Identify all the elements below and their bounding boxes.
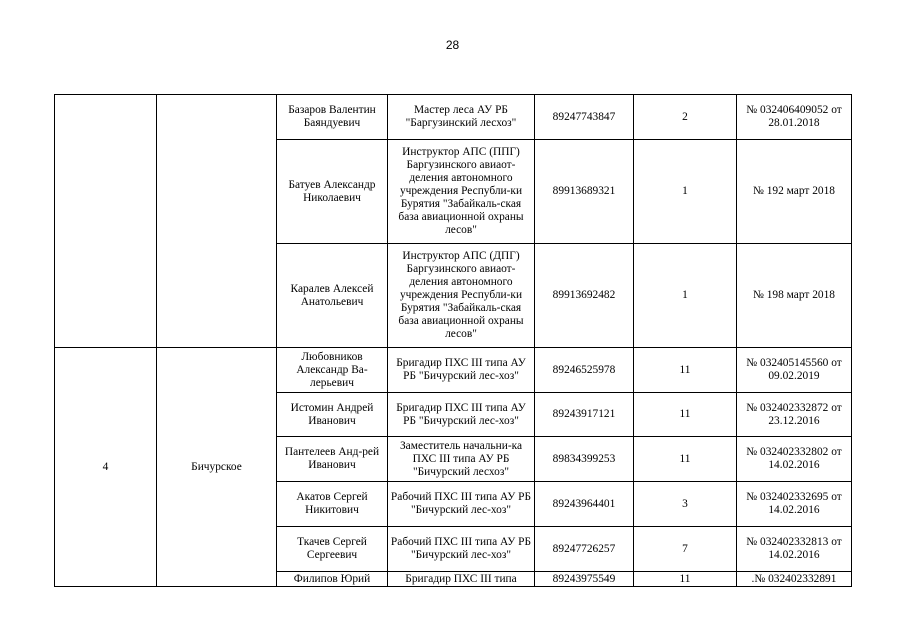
position-cell: Рабочий ПХС III типа АУ РБ "Бичурский лес-хоз" (388, 482, 535, 527)
document-cell: № 032406409052 от 28.01.2018 (737, 95, 852, 140)
phone-cell: 89243964401 (535, 482, 634, 527)
count-cell: 1 (634, 140, 737, 244)
phone-cell: 89246525978 (535, 348, 634, 393)
fio-cell: Ткачев Сергей Сергеевич (277, 527, 388, 572)
fio-cell: Любовников Александр Ва-лерьевич (277, 348, 388, 393)
fio-cell: Пантелеев Анд-рей Иванович (277, 437, 388, 482)
table-row (55, 348, 852, 393)
count-cell: 11 (634, 572, 737, 587)
document-cell: № 198 март 2018 (737, 244, 852, 348)
count-cell: 11 (634, 348, 737, 393)
document-cell: № 032405145560 от 09.02.2019 (737, 348, 852, 393)
document-cell: № 192 март 2018 (737, 140, 852, 244)
phone-cell: 89247726257 (535, 527, 634, 572)
position-cell: Инструктор АПС (ДПГ) Баргузинского авиаот-деления автономного учреждения Республи-ки Бурятия "Забайкаль-ская база авиационной охраны лесов" (388, 244, 535, 348)
document-cell: № 032402332802 от 14.02.2016 (737, 437, 852, 482)
group-name-cell: Бичурское (157, 348, 277, 587)
fio-cell: Истомин Андрей Иванович (277, 393, 388, 437)
table-row (55, 95, 852, 140)
document-cell: № 032402332813 от 14.02.2016 (737, 527, 852, 572)
count-cell: 11 (634, 393, 737, 437)
count-cell: 7 (634, 527, 737, 572)
position-cell: Заместитель начальни-ка ПХС III типа АУ РБ "Бичурский лесхоз" (388, 437, 535, 482)
position-cell: Инструктор АПС (ППГ) Баргузинского авиаот-деления автономного учреждения Республи-ки Бурятия "Забайкаль-ская база авиационной охраны лесов" (388, 140, 535, 244)
phone-cell: 89834399253 (535, 437, 634, 482)
position-cell: Бригадир ПХС III типа АУ РБ "Бичурский лес-хоз" (388, 393, 535, 437)
count-cell: 11 (634, 437, 737, 482)
fio-cell: Базаров Валентин Баяндуевич (277, 95, 388, 140)
phone-cell: 89243975549 (535, 572, 634, 587)
count-cell: 3 (634, 482, 737, 527)
group-number-cell (55, 95, 157, 348)
fio-cell: Филипов Юрий (277, 572, 388, 587)
phone-cell: 89913692482 (535, 244, 634, 348)
position-cell: Мастер леса АУ РБ "Баргузинский лесхоз" (388, 95, 535, 140)
position-cell: Бригадир ПХС III типа АУ РБ "Бичурский лес-хоз" (388, 348, 535, 393)
fio-cell: Батуев Александр Николаевич (277, 140, 388, 244)
phone-cell: 89243917121 (535, 393, 634, 437)
fio-cell: Акатов Сергей Никитович (277, 482, 388, 527)
group-name-cell (157, 95, 277, 348)
group-number-cell: 4 (55, 348, 157, 587)
phone-cell: 89913689321 (535, 140, 634, 244)
document-cell: № 032402332872 от 23.12.2016 (737, 393, 852, 437)
document-cell: .№ 032402332891 (737, 572, 852, 587)
position-cell: Бригадир ПХС III типа (388, 572, 535, 587)
page-number: 28 (445, 38, 460, 52)
position-cell: Рабочий ПХС III типа АУ РБ "Бичурский лес-хоз" (388, 527, 535, 572)
personnel-table (54, 94, 852, 587)
document-cell: № 032402332695 от 14.02.2016 (737, 482, 852, 527)
phone-cell: 89247743847 (535, 95, 634, 140)
fio-cell: Каралев Алексей Анатольевич (277, 244, 388, 348)
count-cell: 1 (634, 244, 737, 348)
count-cell: 2 (634, 95, 737, 140)
